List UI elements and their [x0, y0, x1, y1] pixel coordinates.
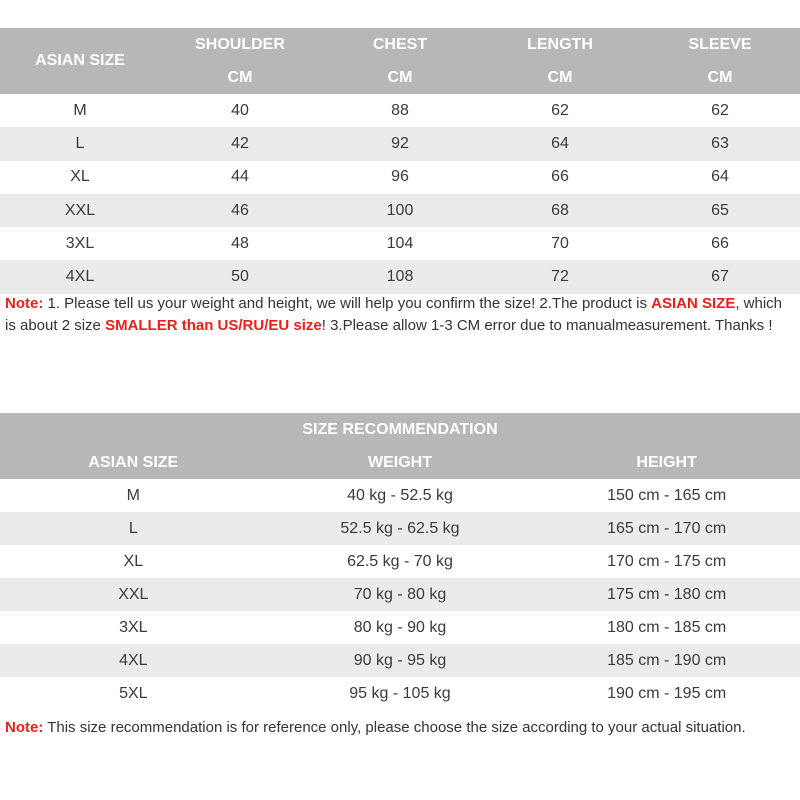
header-shoulder: SHOULDER: [160, 28, 320, 61]
cell-weight: 90 kg - 95 kg: [267, 644, 534, 677]
recommendation-title: SIZE RECOMMENDATION: [0, 413, 800, 446]
cell-chest: 96: [391, 168, 409, 186]
header-weight: WEIGHT: [267, 446, 534, 479]
cell-size: 3XL: [65, 234, 95, 252]
cell-chest: 88: [391, 101, 409, 119]
size-chart-table: [0, 28, 800, 294]
cell-shoulder: 42: [160, 127, 320, 160]
table-row: [0, 227, 800, 260]
cell-weight: 95 kg - 105 kg: [349, 684, 451, 702]
table-row: [0, 127, 800, 160]
size-recommendation-table: [0, 413, 800, 710]
cell-sleeve: 67: [640, 260, 800, 293]
cell-height: 150 cm - 165 cm: [607, 486, 727, 504]
cell-weight: 80 kg - 90 kg: [353, 618, 447, 636]
table-row: [0, 545, 800, 578]
cell-sleeve: 62: [711, 101, 729, 119]
cell-height: 180 cm - 185 cm: [607, 618, 727, 636]
cell-length: 68: [480, 194, 640, 227]
cell-height: 190 cm - 195 cm: [607, 684, 727, 702]
cell-chest: 92: [320, 127, 480, 160]
cell-size: XXL: [0, 194, 160, 227]
cell-size: 4XL: [0, 644, 267, 677]
header-asian-size: ASIAN SIZE: [0, 446, 267, 479]
recommendation-note: [5, 717, 795, 739]
cell-shoulder: 40: [231, 101, 249, 119]
note-text: ! 3.Please allow 1-3 CM error due to manualmeasurement. Thanks !: [321, 316, 773, 334]
cell-chest: 108: [320, 260, 480, 293]
header-unit: CM: [640, 61, 800, 94]
header-asian-size: ASIAN SIZE: [0, 28, 160, 94]
cell-size: XL: [123, 552, 144, 570]
cell-shoulder: 46: [160, 194, 320, 227]
table-row: [0, 194, 800, 227]
cell-sleeve: 64: [711, 168, 729, 186]
cell-height: 185 cm - 190 cm: [533, 644, 800, 677]
cell-weight: 40 kg - 52.5 kg: [347, 486, 453, 504]
note-text: 1. Please tell us your weight and height, we will help you confirm the size! 2.The product is: [43, 295, 652, 312]
table-row: [0, 94, 800, 127]
cell-size: 3XL: [119, 618, 148, 636]
cell-size: M: [73, 101, 87, 119]
cell-shoulder: 48: [231, 234, 249, 252]
cell-weight: 52.5 kg - 62.5 kg: [267, 512, 534, 545]
cell-weight: 70 kg - 80 kg: [267, 578, 534, 611]
cell-size: XL: [70, 168, 90, 186]
note-highlight: SMALLER than US/RU/EU size: [105, 316, 322, 334]
cell-sleeve: 66: [711, 234, 729, 252]
table-row: [0, 578, 800, 611]
header-height: HEIGHT: [533, 446, 800, 479]
cell-shoulder: 50: [160, 260, 320, 293]
header-unit: CM: [320, 61, 480, 94]
cell-size: M: [126, 486, 140, 504]
cell-size: L: [0, 512, 267, 545]
note-highlight: ASIAN SIZE: [651, 295, 736, 312]
table-row: [0, 677, 800, 710]
cell-length: 62: [551, 101, 569, 119]
cell-height: 175 cm - 180 cm: [533, 578, 800, 611]
table-row: [0, 611, 800, 644]
table-row: [0, 512, 800, 545]
table-row: [0, 644, 800, 677]
note-text: , which is about 2 size: [5, 295, 783, 334]
note-label: Note:: [5, 719, 44, 736]
cell-sleeve: 63: [640, 127, 800, 160]
table-row: [0, 479, 800, 512]
table-row: [0, 260, 800, 293]
cell-size: 5XL: [119, 684, 148, 702]
cell-length: 66: [551, 168, 569, 186]
header-sleeve: SLEEVE: [640, 28, 800, 61]
cell-shoulder: 44: [231, 168, 249, 186]
cell-size: 4XL: [0, 260, 160, 293]
size-note: [5, 293, 795, 336]
cell-weight: 62.5 kg - 70 kg: [347, 552, 453, 570]
cell-chest: 100: [320, 194, 480, 227]
header-chest: CHEST: [320, 28, 480, 61]
header-unit: CM: [160, 61, 320, 94]
table-row: [0, 161, 800, 194]
cell-height: 170 cm - 175 cm: [607, 552, 727, 570]
cell-size: XXL: [0, 578, 267, 611]
note-label: Note:: [5, 295, 44, 312]
cell-height: 165 cm - 170 cm: [533, 512, 800, 545]
note-text: This size recommendation is for reference only, please choose the size according to your actual situation.: [43, 719, 746, 736]
header-unit: CM: [480, 61, 640, 94]
cell-length: 70: [551, 234, 569, 252]
cell-chest: 104: [386, 234, 414, 252]
cell-length: 72: [480, 260, 640, 293]
cell-length: 64: [480, 127, 640, 160]
header-length: LENGTH: [480, 28, 640, 61]
cell-size: L: [0, 127, 160, 160]
cell-sleeve: 65: [640, 194, 800, 227]
